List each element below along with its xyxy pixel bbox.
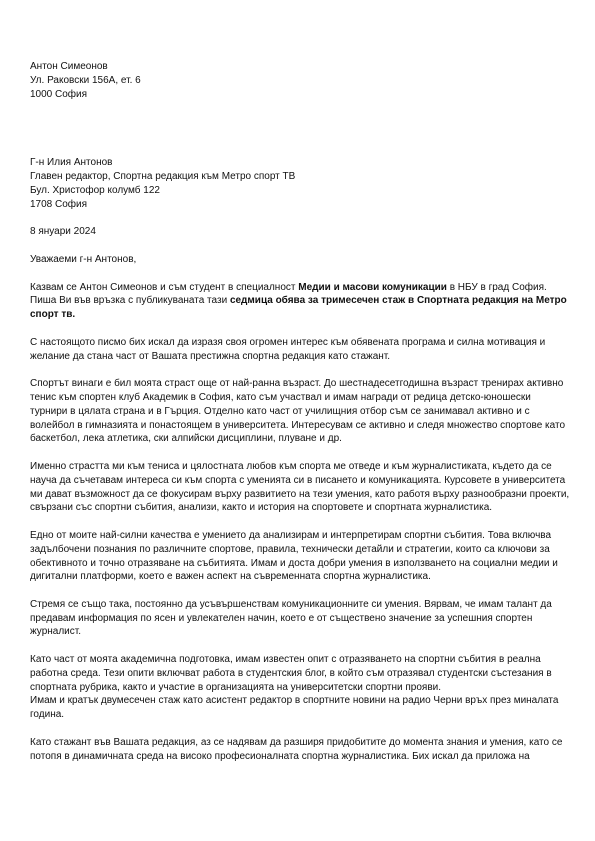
paragraph-analysis: Едно от моите най-силни качества е умението да анализирам и интерпретирам спортни събития. Това включва задълбочени познания по различните спортове, правила, технически детайли и стратегии, които са ключови за обективното и точно отразяване на събитията. Имам и доста добри умения в използването на социални медии и дигитални платформи, което е важен аспект на съвременната спортна журналистика. (30, 529, 558, 583)
sender-address (30, 60, 570, 101)
recipient-city: 1708 София (30, 198, 88, 210)
specialty-bold: Медии и масови комуникации (298, 281, 447, 293)
sender-city: 1000 София (30, 88, 88, 100)
paragraph-experience: Като част от моята академична подготовка, имам известен опит с отразяването на спортни събития в реална работна среда. Тези опити включват работа в студентския блог, в който съм отразявал студентски състезания в спортната рубрика, както и участие в организацията на университетски спортни прояви. (30, 654, 552, 693)
intro-paragraph (30, 281, 570, 322)
letter-page (30, 60, 570, 763)
intro-text-1: Казвам се Антон Симеонов и съм студент в специалност (30, 281, 299, 293)
paragraph-sport: Спортът винаги е бил моята страст още от най-ранна възраст. До шестнадесетгодишна възраст тренирах активно тенис към спортен клуб Академик в София, като съм участвал и имам награди от редица детско-юношески турнири в цялата страна и в Гърция. Отделно като част от училищния отбор съм се занимавал активно и с волейбол в гимназията и понастоящем в университета. Интересувам се активно и следя множество спортове като баскетбол, лека атлетика, ски алпийски дисциплини, плуване и др. (30, 378, 566, 445)
recipient-name: Г-н Илия Антонов (30, 157, 113, 169)
paragraph-interest: С настоящото писмо бих искал да изразя своя огромен интерес към обявената програма и силна мотивация и желание да стана част от Вашата престижна спортна редакция като стажант. (30, 336, 546, 362)
paragraph-communication: Стремя се също така, постоянно да усъвършенствам комуникационните си умения. Вярвам, че имам талант да предавам информация по ясен и увлекателен начин, което е от съществено значение за успешния спортен журналист. (30, 598, 552, 638)
salutation: Уважаеми г-н Антонов, (30, 253, 137, 265)
paragraph-journalism: Именно страстта ми към тениса и цялостната любов към спорта ме отведе и към журналистиката, където да се науча да съчетавам интереса си към спорта с уменията си в писането и комуникацията. Курсовете в университета ми дават възможност да се фокусирам върху развитието на тези умения, като работя върху разнообразни проекти, свързани със спортни събития, анализи, както и история на спортовете и спортната журналистика. (30, 460, 570, 514)
intro-text-2: в НБУ в град София. Пиша Ви във връзка с публикуваната тази (30, 281, 547, 307)
sender-name: Антон Симеонов (30, 61, 108, 72)
recipient-street: Бул. Христофор колумб 122 (30, 184, 160, 196)
paragraph-closing: Като стажант във Вашата редакция, аз се надявам да разширя придобитите до момента знания и умения, като се потопя в динамичната среда на високо професионалната спортна журналистика. Бих искал да приложа на (30, 736, 563, 762)
letter-date: 8 януари 2024 (30, 226, 96, 238)
paragraph-internship: Имам и кратък двумесечен стаж като асистент редактор в спортните новини на радио Черни връх през миналата година. (30, 695, 559, 721)
recipient-address (30, 156, 570, 211)
sender-street: Ул. Раковски 156А, ет. 6 (30, 74, 141, 86)
recipient-position: Главен редактор, Спортна редакция към Метро спорт ТВ (30, 171, 296, 183)
ad-bold: седмица обява за тримесечен стаж в Спортната редакция на Метро спорт тв. (30, 295, 567, 321)
